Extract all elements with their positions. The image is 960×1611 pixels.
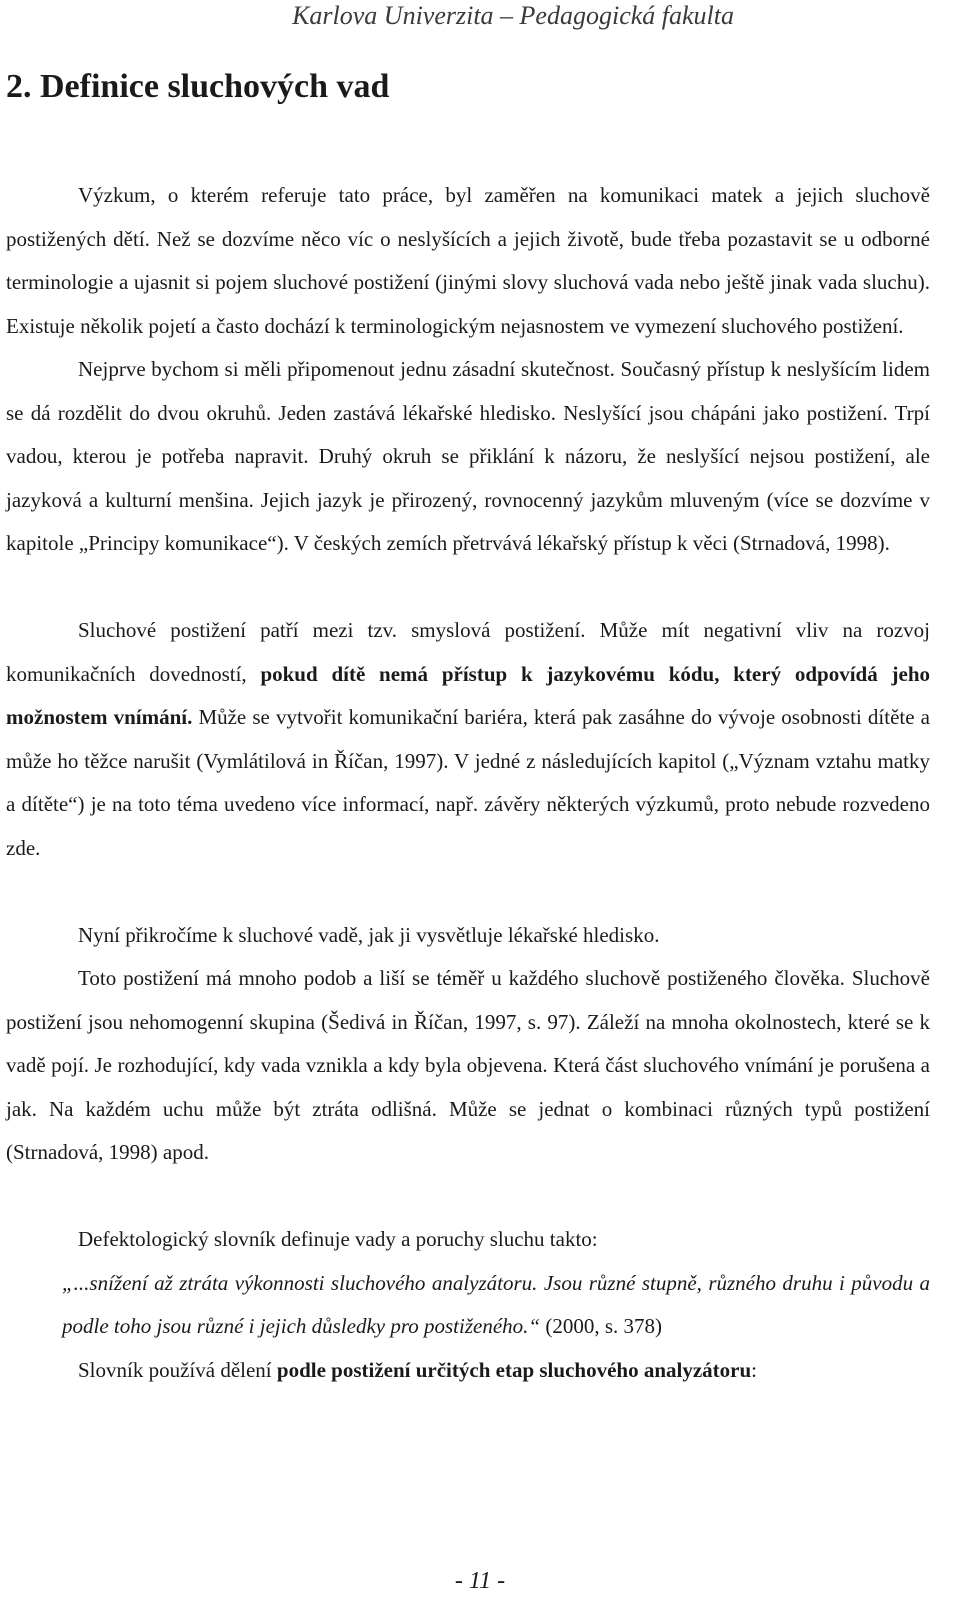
paragraph-forms: Toto postižení má mnoho podob a liší se téměř u každého sluchově postiženého člověka. Sluchově postižení jsou nehomogenní skupina (Šedivá in Říčan, 1997, s. 97). Záleží na mnoha okolnostech, které se k vadě pojí. Je rozhodující, kdy vada vznikla a kdy byla objevena. Která část sluchového vnímání je porušena a jak. Na každém uchu může být ztráta odlišná. Může se jednat o kombinaci různých typů postižení (Strnadová, 1998) apod. xyxy=(6,966,930,1164)
paragraph-classification xyxy=(6,1349,930,1393)
quote-citation: (2000, s. 378) xyxy=(540,1314,663,1338)
text-run: : xyxy=(751,1357,757,1382)
paragraph-sensory xyxy=(6,609,930,870)
block-quote xyxy=(6,1262,930,1349)
paragraph-intro: Výzkum, o kterém referuje tato práce, byl zaměřen na komunikaci matek a jejich sluchově postižených dětí. Než se dozvíme něco víc o neslyšících a jejich životě, bude třeba pozastavit se u odborné terminologie a ujasnit si pojem sluchové postižení (jinými slovy sluchová vada nebo ještě jinak vada sluchu). Existuje několik pojetí a často dochází k terminologickým nejasnostem ve vymezení sluchového postižení. xyxy=(6,183,930,338)
paragraph-dictionary: Defektologický slovník definuje vady a poruchy sluchu takto: xyxy=(78,1227,598,1251)
emphasis-text: podle postižení určitých etap sluchového analyzátoru xyxy=(276,1357,752,1382)
quote-text: „...snížení až ztráta výkonnosti sluchového analyzátoru. Jsou různé stupně, různého druhu i původu a podle toho jsou různé i jejich důsledky pro postiženého.“ xyxy=(62,1270,930,1338)
text-run: Sluchové postižení patří mezi tzv. smyslová postižení. Může mít negativní vliv na rozvoj komunikačních dovedností, xyxy=(6,618,930,686)
section-title: 2. Definice sluchových vad xyxy=(6,68,390,105)
text-run: Může se vytvořit komunikační bariéra, která pak zasáhne do vývoje osobnosti dítěte a může ho těžce narušit (Vymlátilová in Říčan, 1997). V jedné z následujících kapitol („Význam vztahu matky a dítěte“) je na toto téma uvedeno více informací, např. závěry některých výzkumů, proto nebude rozvedeno zde. xyxy=(6,705,930,860)
text-run: Slovník používá dělení xyxy=(78,1357,277,1382)
paragraph-medical: Nyní přikročíme k sluchové vadě, jak ji vysvětluje lékařské hledisko. xyxy=(78,922,660,947)
emphasis-text: pokud dítě nemá přístup k jazykovému kódu, který odpovídá jeho možnostem vnímání. xyxy=(6,661,930,729)
running-header: Karlova Univerzita – Pedagogická fakulta xyxy=(292,1,734,30)
paragraph-approaches: Nejprve bychom si měli připomenout jednu zásadní skutečnost. Současný přístup k neslyšícím lidem se dá rozdělit do dvou okruhů. Jeden zastává lékařské hledisko. Neslyšící jsou chápáni jako postižení. Trpí vadou, kterou je potřeba napravit. Druhý okruh se přiklání k názoru, že neslyšící nejsou postižení, ale jazyková a kulturní menšina. Jejich jazyk je přirozený, rovnocenný jazykům mluveným (více se dozvíme v kapitole „Principy komunikace“). V českých zemích přetrvává lékařský přístup k věci (Strnadová, 1998). xyxy=(6,357,930,555)
page-number: - 11 - xyxy=(454,1568,506,1594)
body-text xyxy=(6,174,930,1392)
